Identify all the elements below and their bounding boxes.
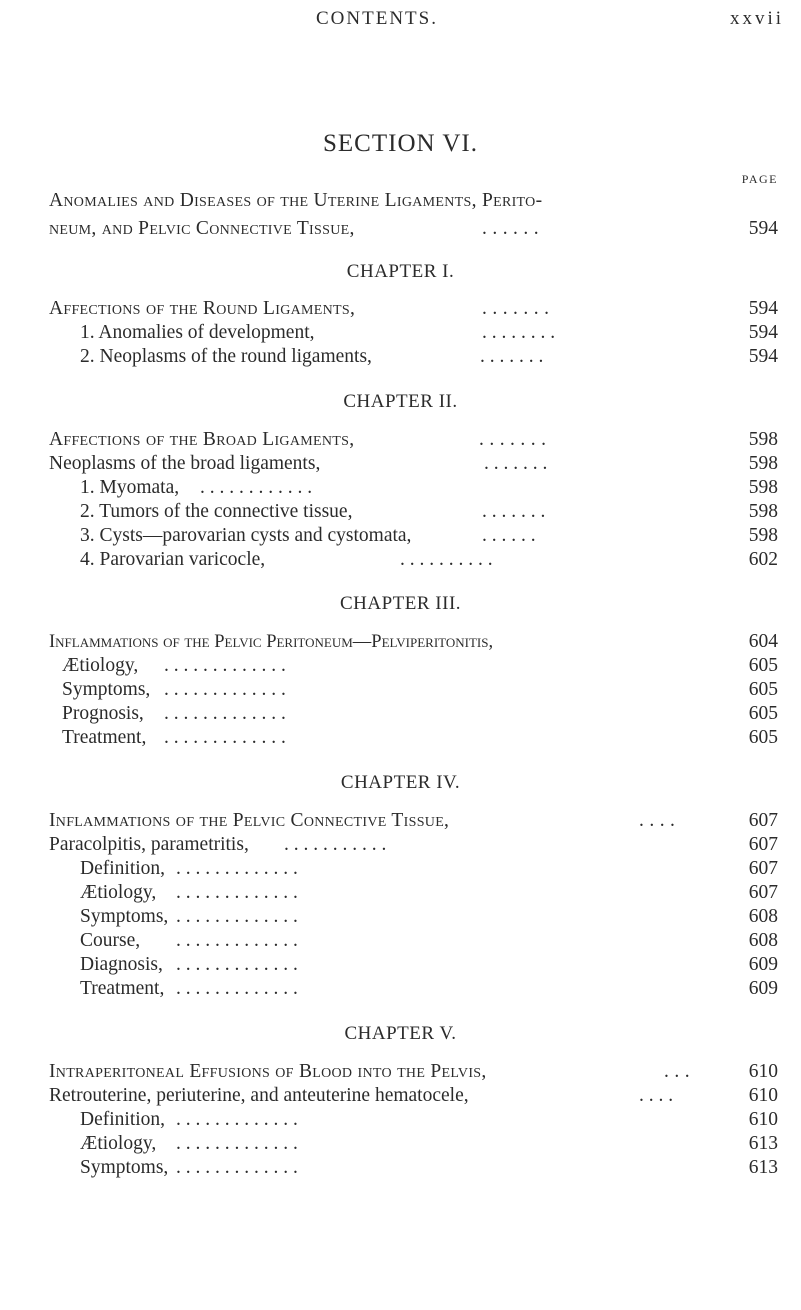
entry-page-number: 607 — [748, 882, 778, 903]
entry-text: Diagnosis, — [80, 954, 163, 975]
toc-entry — [49, 297, 550, 321]
section-entry-line-1: Anomalies and Diseases of the Uterine Ligaments, Perito- — [49, 190, 543, 211]
dot-leader: . . . . . . . . . . . — [284, 834, 387, 855]
entry-page-number: 608 — [748, 906, 778, 927]
page-column-label: PAGE — [741, 172, 778, 186]
entry-text: 2. Neoplasms of the round ligaments, — [80, 346, 372, 367]
entry-text: 3. Cysts—parovarian cysts and cystomata, — [80, 525, 412, 546]
dot-leader: . . . . — [639, 810, 676, 831]
dot-leader: . . . . . . . — [484, 453, 548, 474]
entry-page-number: 605 — [748, 703, 778, 724]
chapter-heading: CHAPTER V. — [344, 1023, 457, 1044]
dot-leader: . . . . . . . . . . . . . — [164, 703, 286, 724]
entry-page-number: 610 — [748, 1061, 778, 1082]
section-entry-line-2 — [49, 217, 539, 241]
toc-entry — [80, 476, 313, 500]
entry-page-number: 604 — [748, 631, 778, 652]
entry-page-number: 605 — [748, 679, 778, 700]
entry-text: Symptoms, — [80, 1157, 169, 1178]
dot-leader: . . . . . . . . . . . . . — [164, 727, 286, 748]
entry-text: 2. Tumors of the connective tissue, — [80, 501, 353, 522]
entry-page-number: 605 — [748, 655, 778, 676]
toc-entry — [80, 1108, 298, 1132]
entry-text: Inflammations of the Pelvic Peritoneum—Pelviperitonitis, — [49, 632, 494, 652]
entry-text: Intraperitoneal Effusions of Blood into the Pelvis, — [49, 1061, 487, 1082]
entry-page-number: 598 — [748, 525, 778, 546]
chapter-heading: CHAPTER III. — [339, 593, 462, 614]
toc-entry — [49, 630, 493, 654]
entry-text: Ætiology, — [62, 655, 139, 676]
toc-entry — [49, 1060, 690, 1084]
entry-text: neum, and Pelvic Connective Tissue, — [49, 218, 355, 239]
entry-text: Inflammations of the Pelvic Connective Tissue, — [49, 810, 450, 831]
entry-page-number: 608 — [748, 930, 778, 951]
entry-page-number: 610 — [748, 1085, 778, 1106]
entry-page-number: 594 — [748, 218, 778, 239]
toc-entry — [80, 905, 298, 929]
dot-leader: . . . . . . . . . . . . . — [176, 1157, 298, 1178]
entry-page-number: 594 — [748, 346, 778, 367]
dot-leader: . . . . . . . . . . . . . — [176, 858, 298, 879]
entry-page-number: 613 — [748, 1157, 778, 1178]
entry-text: Symptoms, — [80, 906, 169, 927]
dot-leader: . . . . — [639, 1085, 674, 1106]
entry-text: Affections of the Broad Ligaments, — [49, 429, 355, 450]
dot-leader: . . . . . . . . . . . . . — [164, 679, 286, 700]
dot-leader: . . . . . . — [482, 218, 539, 239]
toc-entry — [62, 654, 286, 678]
entry-text: Definition, — [80, 858, 166, 879]
toc-entry — [80, 953, 298, 977]
entry-page-number: 605 — [748, 727, 778, 748]
running-head-title: CONTENTS. — [316, 8, 438, 29]
dot-leader: . . . . . . — [482, 525, 536, 546]
toc-entry — [49, 428, 547, 452]
dot-leader: . . . . . . . — [480, 346, 544, 367]
dot-leader: . . . . . . . . . . . . . — [176, 1109, 298, 1130]
dot-leader: . . . . . . . . . . . . . — [176, 1133, 298, 1154]
running-head — [0, 8, 801, 32]
entry-text: Ætiology, — [80, 882, 157, 903]
toc-entry — [80, 548, 493, 572]
toc-entry — [80, 500, 546, 524]
entry-text: Prognosis, — [62, 703, 144, 724]
dot-leader: . . . . . . . . . . . . . — [176, 954, 298, 975]
dot-leader: . . . . . . . . . . . . . — [164, 655, 286, 676]
entry-page-number: 598 — [748, 501, 778, 522]
toc-entry — [62, 726, 286, 750]
entry-text: Affections of the Round Ligaments, — [49, 298, 356, 319]
entry-text: Treatment, — [62, 727, 147, 748]
toc-entry — [49, 452, 548, 476]
entry-text: Course, — [80, 930, 141, 951]
chapter-heading: CHAPTER IV. — [340, 772, 461, 793]
entry-text: 1. Anomalies of development, — [80, 322, 315, 343]
entry-page-number: 598 — [748, 477, 778, 498]
toc-entry — [80, 1156, 298, 1180]
entry-text: Treatment, — [80, 978, 165, 999]
entry-page-number: 607 — [748, 834, 778, 855]
entry-text: Retrouterine, periuterine, and anteuterine hematocele, — [49, 1085, 469, 1106]
entry-page-number: 609 — [748, 978, 778, 999]
entry-text: 1. Myomata, — [80, 477, 180, 498]
entry-text: Definition, — [80, 1109, 166, 1130]
entry-page-number: 607 — [748, 858, 778, 879]
entry-page-number: 607 — [748, 810, 778, 831]
dot-leader: . . . . . . . . . . . . . — [176, 930, 298, 951]
entry-text: Symptoms, — [62, 679, 151, 700]
toc-entry — [80, 881, 298, 905]
toc-entry — [49, 809, 676, 833]
running-head-page-number: xxvii — [729, 8, 784, 29]
entry-page-number: 613 — [748, 1133, 778, 1154]
entry-text: Ætiology, — [80, 1133, 157, 1154]
toc-entry — [80, 524, 536, 548]
dot-leader: . . . . . . . . . . . . . — [176, 882, 298, 903]
toc-entry — [80, 1132, 298, 1156]
section-title: SECTION VI. — [323, 130, 478, 157]
toc-entry — [62, 678, 286, 702]
entry-text: Paracolpitis, parametritis, — [49, 834, 249, 855]
dot-leader: . . . . . . . . — [482, 322, 556, 343]
toc-entry — [80, 929, 298, 953]
entry-page-number: 610 — [748, 1109, 778, 1130]
entry-page-number: 594 — [748, 298, 778, 319]
entry-page-number: 598 — [748, 453, 778, 474]
chapter-heading: CHAPTER II. — [343, 391, 458, 412]
dot-leader: . . . . . . . . . . — [400, 549, 493, 570]
dot-leader: . . . — [664, 1061, 690, 1082]
toc-entry — [80, 857, 298, 881]
entry-text: 4. Parovarian varicocle, — [80, 549, 266, 570]
dot-leader: . . . . . . . . . . . . . — [176, 978, 298, 999]
entry-page-number: 594 — [748, 322, 778, 343]
toc-entry — [49, 833, 387, 857]
toc-entry — [62, 702, 286, 726]
entry-page-number: 598 — [748, 429, 778, 450]
chapter-heading: CHAPTER I. — [346, 261, 455, 282]
entry-page-number: 602 — [748, 549, 778, 570]
entry-page-number: 609 — [748, 954, 778, 975]
entry-text: Neoplasms of the broad ligaments, — [49, 453, 321, 474]
toc-entry — [49, 1084, 674, 1108]
dot-leader: . . . . . . . — [482, 298, 550, 319]
dot-leader: . . . . . . . — [482, 501, 546, 522]
dot-leader: . . . . . . . . . . . . . — [176, 906, 298, 927]
toc-entry — [80, 977, 298, 1001]
toc-entry — [80, 345, 544, 369]
toc-entry — [80, 321, 556, 345]
dot-leader: . . . . . . . . . . . . — [200, 477, 313, 498]
dot-leader: . . . . . . . — [479, 429, 547, 450]
